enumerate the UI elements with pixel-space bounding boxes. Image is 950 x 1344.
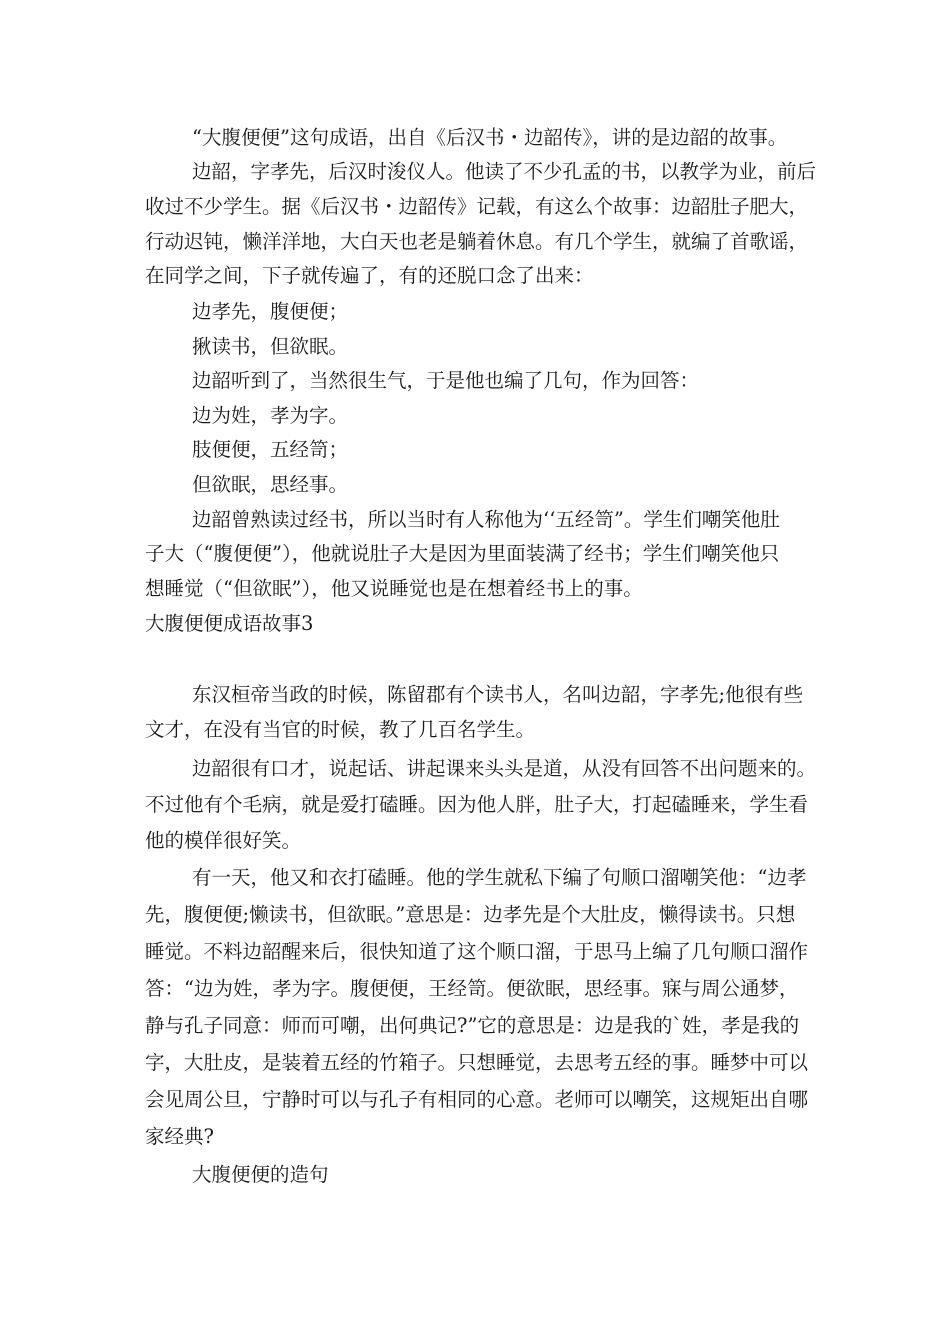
paragraph-line: 字，大肚皮，是装着五经的竹箱子。只想睡觉，去思考五经的事。睡梦中可以 — [145, 1051, 809, 1074]
paragraph-line: 收过不少学生。据《后汉书・边韶传》记载，有这么个故事：边韶肚子肥大， — [145, 195, 809, 218]
verse-line: 但欲眠，思经事。 — [192, 473, 349, 496]
paragraph-line: 会见周公旦，宁静时可以与孔子有相同的心意。老师可以嘲笑，这规矩出自哪 — [145, 1088, 809, 1111]
paragraph-line: 边韶听到了，当然很生气，于是他也编了几句，作为回答： — [192, 369, 700, 392]
paragraph-line: 家经典? — [145, 1125, 214, 1148]
section-heading: 大腹便便的造句 — [192, 1163, 329, 1186]
paragraph-line: 睡觉。不料边韶醒来后，很快知道了这个顺口溜，于思马上编了几句顺口溜作 — [145, 940, 809, 963]
paragraph-line: 行动迟钝，懒洋洋地，大白天也老是躺着休息。有几个学生，就编了首歌谣， — [145, 230, 809, 253]
paragraph-line: 边韶曾熟读过经书，所以当时有人称他为‘‘五经笥”。学生们嘲笑他肚 — [192, 508, 780, 531]
paragraph-line: 东汉桓帝当政的时候，陈留郡有个读书人，名叫边韶，字孝先;他很有些 — [192, 683, 804, 706]
paragraph-line: 子大（“腹便便”），他就说肚子大是因为里面装满了经书；学生们嘲笑他只 — [145, 542, 780, 565]
paragraph-line: 不过他有个毛病，就是爱打磕睡。因为他人胖，肚子大，打起磕睡来，学生看 — [145, 793, 809, 816]
paragraph-line: 在同学之间，下子就传遍了，有的还脱口念了出来： — [145, 264, 594, 287]
paragraph-line: 文才，在没有当官的时候，教了几百名学生。 — [145, 718, 536, 741]
paragraph-line: 边韶，字孝先，后汉时浚仪人。他读了不少孔孟的书，以教学为业，前后 — [192, 160, 817, 183]
paragraph-line: 有一天，他又和衣打磕睡。他的学生就私下编了句顺口溜嘲笑他：“边孝 — [192, 866, 807, 889]
paragraph-line: 边韶很有口才，说起话、讲起课来头头是道，从没有回答不出问题来的。 — [192, 757, 817, 780]
paragraph-line: 先，腹便便;懒读书，但欲眠。”意思是：边孝先是个大肚皮，懒得读书。只想 — [145, 903, 796, 926]
verse-line: 揪读书，但欲眠。 — [192, 335, 349, 358]
verse-line: 边为姓，孝为字。 — [192, 404, 349, 427]
paragraph-line: 答：“边为姓，孝为字。腹便便，王经笥。便欲眠，思经事。寐与周公通梦， — [145, 977, 799, 1000]
section-heading: 大腹便便成语故事3 — [145, 612, 314, 635]
paragraph-line: 想睡觉（“但欲眠”），他又说睡觉也是在想着经书上的事。 — [145, 577, 643, 600]
verse-line: 肢便便，五经笥； — [192, 438, 349, 461]
paragraph-line: 他的模佯很好笑。 — [145, 829, 302, 852]
paragraph-line: 静与孔子同意：师而可嘲，出何典记?”它的意思是：边是我的`姓，孝是我的 — [145, 1014, 800, 1037]
paragraph-line: “大腹便便”这句成语，出自《后汉书・边韶传》，讲的是边韶的故事。 — [192, 126, 788, 149]
verse-line: 边孝先，腹便便； — [192, 300, 349, 323]
